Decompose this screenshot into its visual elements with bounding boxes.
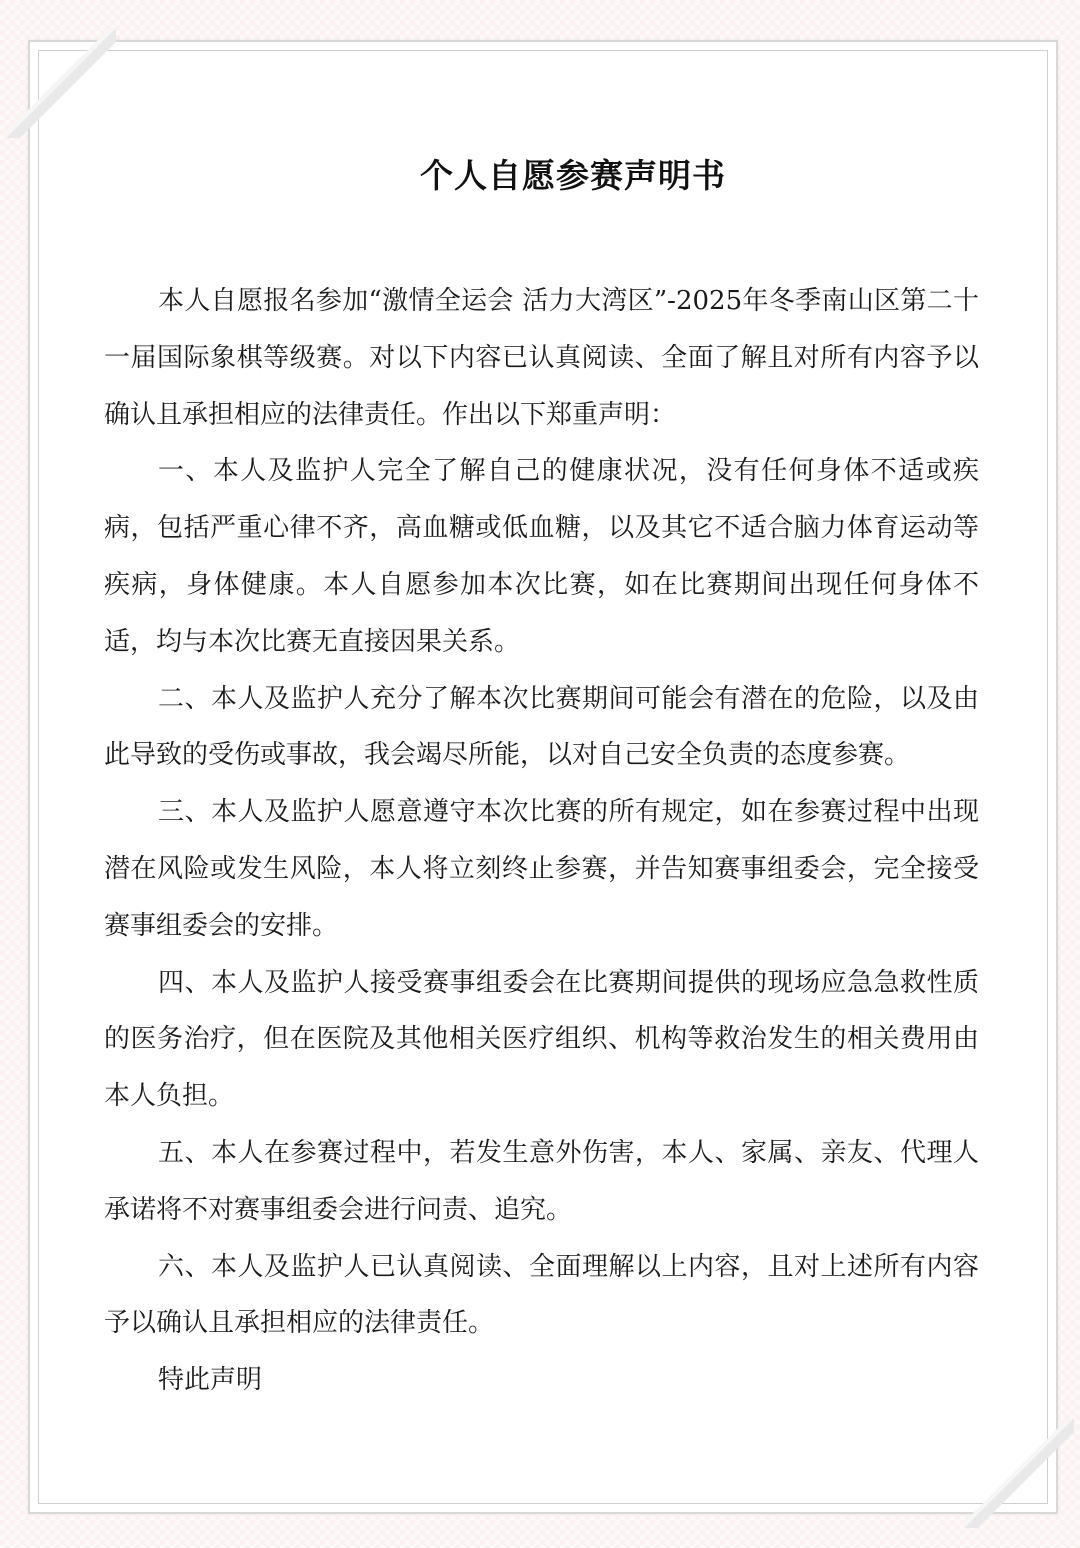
- clause-4: 四、本人及监护人接受赛事组委会在比赛期间提供的现场应急急救性质的医务治疗，但在医院及其他相关医疗组织、机构等救治发生的相关费用由本人负担。: [104, 967, 979, 1112]
- closing-statement: 特此声明: [158, 1365, 263, 1396]
- document-body: [104, 273, 979, 1409]
- document-title: 个人自愿参赛声明书: [420, 156, 726, 195]
- clause-5: 五、本人在参赛过程中，若发生意外伤害，本人、家属、亲友、代理人承诺将不对赛事组委会进行问责、追究。: [104, 1137, 979, 1225]
- clause-6: 六、本人及监护人已认真阅读、全面理解以上内容，且对上述所有内容予以确认且承担相应的法律责任。: [104, 1251, 979, 1339]
- clause-3: 三、本人及监护人愿意遵守本次比赛的所有规定，如在参赛过程中出现潜在风险或发生风险，本人将立刻终止参赛，并告知赛事组委会，完全接受赛事组委会的安排。: [104, 797, 979, 941]
- intro-paragraph: 本人自愿报名参加“激情全运会 活力大湾区”-2025年冬季南山区第二十一届国际象棋等级赛。对以下内容已认真阅读、全面了解且对所有内容予以确认且承担相应的法律责任。作出以下郑重声明：: [104, 286, 979, 430]
- clause-1: 一、本人及监护人完全了解自己的健康状况，没有任何身体不适或疾病，包括严重心律不齐，高血糖或低血糖，以及其它不适合脑力体育运动等疾病，身体健康。本人自愿参加本次比赛，如在比赛期间出现任何身体不适，均与本次比赛无直接因果关系。: [104, 456, 979, 657]
- clause-2: 二、本人及监护人充分了解本次比赛期间可能会有潜在的危险，以及由此导致的受伤或事故，我会竭尽所能，以对自己安全负责的态度参赛。: [104, 683, 979, 771]
